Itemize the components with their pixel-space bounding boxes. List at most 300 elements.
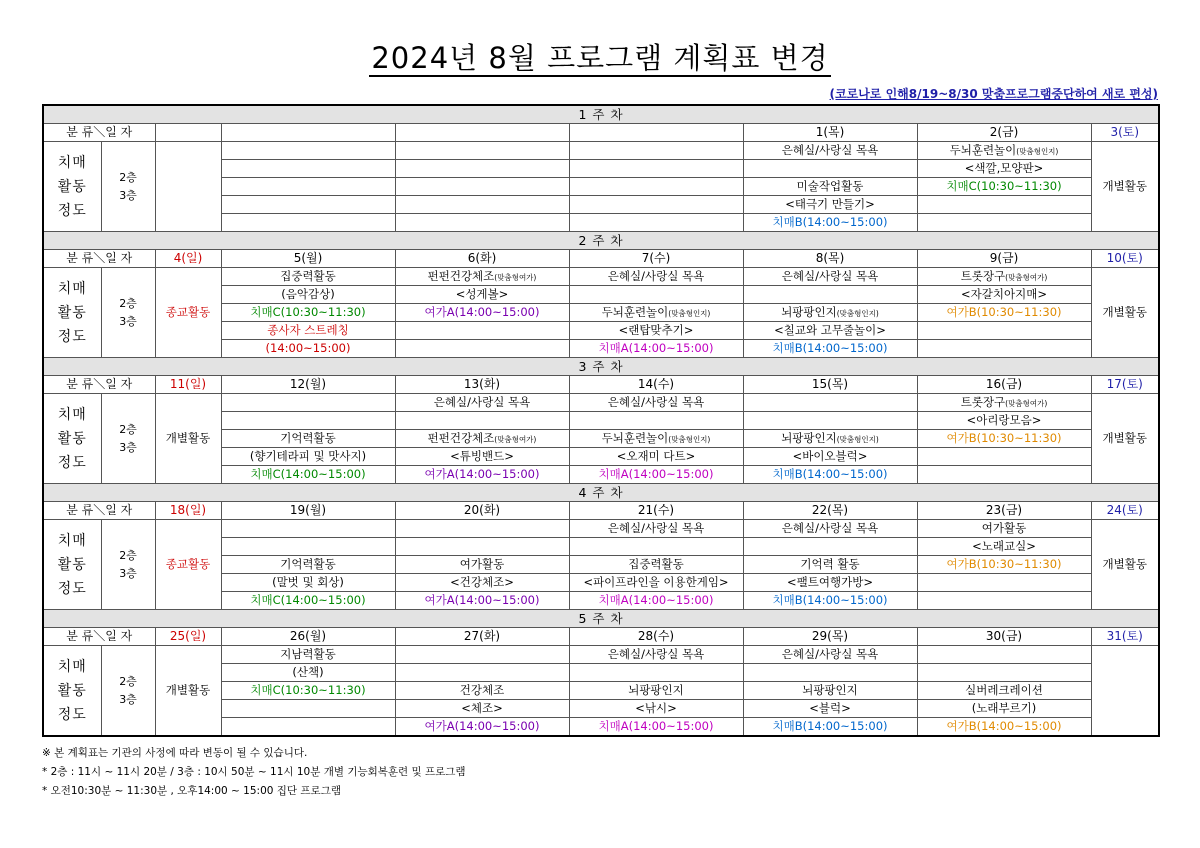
week-label: 3 주 차: [43, 358, 1159, 376]
activity-tue: [395, 430, 569, 448]
day-header-row: [43, 376, 1159, 394]
sunday-activity: 개별활동: [155, 646, 221, 737]
activity-text: <오재미 다트>: [616, 449, 696, 463]
activity-text: 치매A(14:00~15:00): [598, 341, 714, 355]
day-fri: 23(금): [917, 502, 1091, 520]
activity-text: (산책): [292, 665, 324, 679]
sunday-activity: 종교활동: [155, 520, 221, 610]
activity-text: 치매A(14:00~15:00): [598, 467, 714, 481]
activity-fri: [917, 664, 1091, 682]
activity-tue: [395, 682, 569, 700]
activity-text: <노래교실>: [972, 539, 1036, 553]
category-line: 치매: [57, 280, 87, 297]
activity-wed: [569, 592, 743, 610]
activity-text: 은혜실/사랑실 목욕: [781, 647, 879, 661]
day-mon: 5(월): [221, 250, 395, 268]
activity-thu: [743, 466, 917, 484]
activity-text: (노래부르기): [971, 701, 1037, 715]
week-header: [43, 105, 1159, 124]
activity-text: <랜탑맞추기>: [618, 323, 694, 337]
activity-fri: [917, 556, 1091, 574]
activity-mon: [221, 268, 395, 286]
activity-text: 치매A(14:00~15:00): [598, 593, 714, 607]
activity-thu: [743, 286, 917, 304]
activity-text: 여가B(14:00~15:00): [946, 719, 1062, 733]
activity-thu: [743, 394, 917, 412]
activity-tue: [395, 160, 569, 178]
page-title: [0, 36, 1200, 77]
note-line: * 오전10:30분 ~ 11:30분 , 오후14:00 ~ 15:00 집단 프로그램: [42, 785, 341, 797]
activity-mon: [221, 412, 395, 430]
activity-text: <태극기 만들기>: [785, 197, 875, 211]
category-cell: [43, 394, 101, 484]
category-line: 치매: [57, 532, 87, 549]
activity-fri: [917, 160, 1091, 178]
activity-thu: [743, 520, 917, 538]
day-sun: 4(일): [155, 250, 221, 268]
day-header-row: [43, 502, 1159, 520]
sunday-activity: 종교활동: [155, 268, 221, 358]
activity-fri: [917, 178, 1091, 196]
activity-text: <바이오블럭>: [792, 449, 868, 463]
activity-text: 치매A(14:00~15:00): [598, 719, 714, 733]
day-fri: 2(금): [917, 124, 1091, 142]
activity-mon: [221, 664, 395, 682]
activity-text: 치매C(10:30~11:30): [250, 683, 366, 697]
activity-text: 은혜실/사랑실 목욕: [781, 521, 879, 535]
activity-text: (14:00~15:00): [265, 341, 351, 355]
day-thu: 15(목): [743, 376, 917, 394]
activity-fri: [917, 448, 1091, 466]
activity-text: <체조>: [461, 701, 503, 715]
activity-wed: [569, 646, 743, 664]
day-fri: 16(금): [917, 376, 1091, 394]
activity-text: (음악감상): [281, 287, 335, 301]
activity-wed: [569, 322, 743, 340]
activity-text: 트롯장구: [960, 268, 1006, 283]
day-mon: 12(월): [221, 376, 395, 394]
activity-text: 은혜실/사랑실 목욕: [607, 395, 705, 409]
activity-tue: [395, 718, 569, 737]
activity-fri: [917, 538, 1091, 556]
activity-mon: [221, 286, 395, 304]
activity-text: <파이프라인을 이용한게임>: [583, 575, 729, 589]
activity-text: 종사자 스트레칭: [267, 323, 349, 337]
day-fri: 30(금): [917, 628, 1091, 646]
week-label: 1 주 차: [43, 105, 1159, 124]
activity-mon: [221, 448, 395, 466]
activity-wed: [569, 412, 743, 430]
activity-text: (향기테라피 및 맛사지): [249, 449, 367, 463]
floor-line: 3층: [119, 188, 137, 202]
category-line: 치매: [57, 658, 87, 675]
category-cell: [43, 142, 101, 232]
day-mon: [221, 124, 395, 142]
category-line: 치매: [57, 154, 87, 171]
activity-text: 치매B(14:00~15:00): [772, 215, 888, 229]
activity-thu: [743, 196, 917, 214]
floor-line: 3층: [119, 692, 137, 706]
activity-mon: [221, 340, 395, 358]
activity-mon: [221, 700, 395, 718]
activity-thu: [743, 700, 917, 718]
week-label: 5 주 차: [43, 610, 1159, 628]
activity-fri: [917, 592, 1091, 610]
day-sat: 10(토): [1091, 250, 1159, 268]
activity-mon: [221, 682, 395, 700]
sunday-activity: [155, 142, 221, 232]
week-header: [43, 610, 1159, 628]
category-line: 정도: [57, 706, 87, 723]
activity-tue: [395, 556, 569, 574]
activity-fri: [917, 646, 1091, 664]
week-header: [43, 358, 1159, 376]
floor-cell: [101, 268, 155, 358]
activity-wed: [569, 304, 743, 322]
day-wed: 28(수): [569, 628, 743, 646]
activity-fri: [917, 412, 1091, 430]
activity-text: 뇌팡팡인지: [781, 304, 837, 319]
floor-line: 3층: [119, 440, 137, 454]
activity-text: <색깔,모양판>: [964, 161, 1044, 175]
activity-wed: [569, 556, 743, 574]
category-cell: [43, 646, 101, 737]
activity-row: [43, 394, 1159, 412]
activity-tue: [395, 196, 569, 214]
activity-fri: [917, 574, 1091, 592]
activity-wed: [569, 574, 743, 592]
activity-mon: [221, 556, 395, 574]
activity-text: <튜빙밴드>: [450, 449, 514, 463]
activity-mon: [221, 160, 395, 178]
day-sun: 25(일): [155, 628, 221, 646]
day-sat: 24(토): [1091, 502, 1159, 520]
floor-line: 2층: [119, 548, 137, 562]
category-line: 정도: [57, 328, 87, 345]
subtitle: (코로나로 인해8/19~8/30 맞춤프로그램중단하여 새로 편성): [829, 87, 1158, 101]
category-line: 활동: [57, 304, 87, 321]
activity-fri: [917, 700, 1091, 718]
activity-tue: [395, 322, 569, 340]
day-wed: 14(수): [569, 376, 743, 394]
day-mon: 26(월): [221, 628, 395, 646]
activity-fri: [917, 304, 1091, 322]
activity-text: 여가B(10:30~11:30): [946, 557, 1062, 571]
activity-fri: [917, 520, 1091, 538]
activity-tue: [395, 520, 569, 538]
day-tue: [395, 124, 569, 142]
category-header: 분 류＼일 자: [43, 502, 155, 520]
activity-tag: (맞춤형인지): [668, 308, 711, 318]
day-thu: 22(목): [743, 502, 917, 520]
activity-fri: [917, 394, 1091, 412]
activity-mon: [221, 718, 395, 737]
day-sat: 3(토): [1091, 124, 1159, 142]
activity-mon: [221, 520, 395, 538]
activity-text: 여가B(10:30~11:30): [946, 431, 1062, 445]
activity-mon: [221, 196, 395, 214]
activity-tue: [395, 268, 569, 286]
activity-text: <성게볼>: [455, 287, 509, 301]
activity-fri: [917, 718, 1091, 737]
activity-tue: [395, 142, 569, 160]
activity-text: 뇌팡팡인지: [781, 430, 837, 445]
floor-line: 3층: [119, 314, 137, 328]
activity-fri: [917, 466, 1091, 484]
activity-text: <팰트여행가방>: [787, 575, 873, 589]
category-line: 정도: [57, 580, 87, 597]
activity-thu: [743, 268, 917, 286]
activity-wed: [569, 196, 743, 214]
activity-row: [43, 520, 1159, 538]
activity-thu: [743, 718, 917, 737]
activity-tue: [395, 646, 569, 664]
day-tue: 13(화): [395, 376, 569, 394]
activity-text: <낚시>: [635, 701, 677, 715]
floor-line: 2층: [119, 674, 137, 688]
activity-text: 트롯장구: [960, 394, 1006, 409]
activity-thu: [743, 664, 917, 682]
activity-tue: [395, 178, 569, 196]
activity-wed: [569, 448, 743, 466]
category-line: 활동: [57, 556, 87, 573]
activity-text: <아리랑모음>: [966, 413, 1042, 427]
day-sun: 18(일): [155, 502, 221, 520]
activity-mon: [221, 574, 395, 592]
activity-mon: [221, 304, 395, 322]
activity-thu: [743, 682, 917, 700]
category-header: 분 류＼일 자: [43, 628, 155, 646]
day-tue: 6(화): [395, 250, 569, 268]
activity-thu: [743, 304, 917, 322]
activity-text: 여가활동: [981, 521, 1027, 535]
activity-mon: [221, 142, 395, 160]
activity-wed: [569, 394, 743, 412]
activity-thu: [743, 142, 917, 160]
activity-wed: [569, 538, 743, 556]
day-sun: [155, 124, 221, 142]
week-header: [43, 484, 1159, 502]
activity-text: 치매C(14:00~15:00): [250, 593, 366, 607]
schedule-table: [42, 104, 1160, 737]
activity-text: 여가A(14:00~15:00): [424, 593, 540, 607]
activity-fri: [917, 214, 1091, 232]
activity-tag: (맞춤형여가): [494, 272, 537, 282]
activity-text: 기억력활동: [280, 431, 336, 445]
activity-wed: [569, 286, 743, 304]
activity-text: 은혜실/사랑실 목욕: [607, 269, 705, 283]
activity-text: 은혜실/사랑실 목욕: [781, 269, 879, 283]
floor-line: 2층: [119, 170, 137, 184]
category-cell: [43, 520, 101, 610]
activity-tue: [395, 304, 569, 322]
activity-text: <건강체조>: [450, 575, 514, 589]
floor-line: 2층: [119, 422, 137, 436]
category-cell: [43, 268, 101, 358]
day-header-row: [43, 124, 1159, 142]
week-label: 4 주 차: [43, 484, 1159, 502]
schedule-body: [43, 105, 1159, 736]
day-wed: 21(수): [569, 502, 743, 520]
category-line: 치매: [57, 406, 87, 423]
day-fri: 9(금): [917, 250, 1091, 268]
activity-text: 치매C(10:30~11:30): [250, 305, 366, 319]
activity-text: 펀펀건강체조: [427, 268, 495, 283]
activity-thu: [743, 412, 917, 430]
activity-text: <칠교와 고무줄놀이>: [774, 323, 886, 337]
category-header: 분 류＼일 자: [43, 250, 155, 268]
floor-cell: [101, 646, 155, 737]
activity-wed: [569, 160, 743, 178]
category-line: 정도: [57, 454, 87, 471]
activity-text: 치매C(14:00~15:00): [250, 467, 366, 481]
category-line: 활동: [57, 430, 87, 447]
activity-fri: [917, 430, 1091, 448]
activity-tag: (맞춤형여가): [494, 434, 537, 444]
activity-row: [43, 268, 1159, 286]
activity-tue: [395, 574, 569, 592]
activity-thu: [743, 178, 917, 196]
activity-wed: [569, 718, 743, 737]
activity-thu: [743, 646, 917, 664]
activity-wed: [569, 664, 743, 682]
day-wed: [569, 124, 743, 142]
activity-text: 여가활동: [459, 557, 505, 571]
floor-cell: [101, 142, 155, 232]
category-line: 활동: [57, 178, 87, 195]
activity-wed: [569, 430, 743, 448]
page-title-text: 2024년 8월 프로그램 계획표 변경: [371, 41, 829, 75]
activity-tue: [395, 700, 569, 718]
activity-text: 치매B(14:00~15:00): [772, 467, 888, 481]
activity-wed: [569, 142, 743, 160]
day-sat: 31(토): [1091, 628, 1159, 646]
week-header: [43, 232, 1159, 250]
activity-wed: [569, 340, 743, 358]
activity-fri: [917, 286, 1091, 304]
activity-row: [43, 646, 1159, 664]
activity-text: 지남력활동: [280, 647, 336, 661]
activity-tue: [395, 340, 569, 358]
day-tue: 27(화): [395, 628, 569, 646]
sunday-activity: 개별활동: [155, 394, 221, 484]
activity-text: 은혜실/사랑실 목욕: [607, 647, 705, 661]
activity-text: 뇌팡팡인지: [628, 683, 684, 697]
activity-tue: [395, 466, 569, 484]
activity-thu: [743, 340, 917, 358]
day-thu: 8(목): [743, 250, 917, 268]
activity-text: 치매B(14:00~15:00): [772, 719, 888, 733]
activity-fri: [917, 322, 1091, 340]
activity-fri: [917, 682, 1091, 700]
activity-thu: [743, 214, 917, 232]
notes: [42, 744, 466, 801]
activity-tag: (맞춤형인지): [836, 434, 879, 444]
activity-row: [43, 142, 1159, 160]
activity-text: <블럭>: [809, 701, 851, 715]
activity-text: 여가A(14:00~15:00): [424, 719, 540, 733]
activity-mon: [221, 646, 395, 664]
activity-fri: [917, 142, 1091, 160]
activity-text: 집중력활동: [280, 269, 336, 283]
activity-text: 은혜실/사랑실 목욕: [433, 395, 531, 409]
activity-text: 치매B(14:00~15:00): [772, 341, 888, 355]
activity-tag: (맞춤형인지): [836, 308, 879, 318]
activity-text: 실버레크레이션: [965, 683, 1043, 697]
activity-mon: [221, 430, 395, 448]
day-header-row: [43, 250, 1159, 268]
activity-mon: [221, 178, 395, 196]
activity-fri: [917, 340, 1091, 358]
day-thu: 29(목): [743, 628, 917, 646]
category-header: 분 류＼일 자: [43, 376, 155, 394]
activity-tag: (맞춤형인지): [1016, 146, 1059, 156]
activity-text: (말벗 및 회상): [272, 575, 344, 589]
activity-mon: [221, 538, 395, 556]
activity-mon: [221, 214, 395, 232]
activity-thu: [743, 430, 917, 448]
week-label: 2 주 차: [43, 232, 1159, 250]
floor-cell: [101, 394, 155, 484]
day-wed: 7(수): [569, 250, 743, 268]
activity-tue: [395, 448, 569, 466]
activity-text: 집중력활동: [628, 557, 684, 571]
floor-cell: [101, 520, 155, 610]
activity-wed: [569, 214, 743, 232]
day-mon: 19(월): [221, 502, 395, 520]
activity-fri: [917, 196, 1091, 214]
activity-thu: [743, 448, 917, 466]
activity-text: 치매C(10:30~11:30): [946, 179, 1062, 193]
saturday-activity: 개별활동: [1091, 394, 1159, 484]
floor-line: 2층: [119, 296, 137, 310]
note-line: * 2층 : 11시 ~ 11시 20분 / 3층 : 10시 50분 ~ 11시 10분 개별 기능회복훈련 및 프로그램: [42, 766, 466, 778]
activity-text: 두뇌훈련놀이: [601, 304, 669, 319]
activity-tag: (맞춤형인지): [668, 434, 711, 444]
activity-text: 여가A(14:00~15:00): [424, 305, 540, 319]
activity-thu: [743, 574, 917, 592]
day-sun: 11(일): [155, 376, 221, 394]
activity-text: 여가A(14:00~15:00): [424, 467, 540, 481]
saturday-activity: 개별활동: [1091, 142, 1159, 232]
activity-text: 여가B(10:30~11:30): [946, 305, 1062, 319]
activity-wed: [569, 682, 743, 700]
category-line: 정도: [57, 202, 87, 219]
activity-tue: [395, 412, 569, 430]
activity-tue: [395, 286, 569, 304]
activity-thu: [743, 160, 917, 178]
activity-wed: [569, 520, 743, 538]
saturday-activity: 개별활동: [1091, 268, 1159, 358]
activity-text: 두뇌훈련놀이: [949, 142, 1017, 157]
activity-text: 은혜실/사랑실 목욕: [607, 521, 705, 535]
note-line: ※ 본 계획표는 기관의 사정에 따라 변동이 될 수 있습니다.: [42, 747, 308, 759]
activity-wed: [569, 700, 743, 718]
saturday-activity: [1091, 646, 1159, 737]
activity-tag: (맞춤형여가): [1005, 398, 1048, 408]
activity-wed: [569, 178, 743, 196]
activity-text: 뇌팡팡인지: [802, 683, 858, 697]
day-thu: 1(목): [743, 124, 917, 142]
activity-text: 미술작업활동: [796, 179, 864, 193]
activity-wed: [569, 466, 743, 484]
activity-text: 기억력활동: [280, 557, 336, 571]
activity-text: 펀펀건강체조: [427, 430, 495, 445]
activity-mon: [221, 322, 395, 340]
day-sat: 17(토): [1091, 376, 1159, 394]
day-tue: 20(화): [395, 502, 569, 520]
activity-mon: [221, 394, 395, 412]
